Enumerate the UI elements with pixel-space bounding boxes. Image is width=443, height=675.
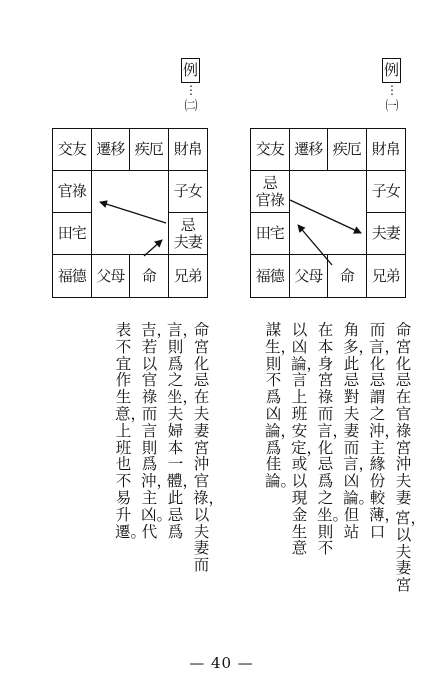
example-1-number: ㈠ (385, 99, 399, 114)
text-column: 以凶論，言上班安定，或以現金生意 (291, 321, 323, 558)
zuo-arrow (144, 240, 162, 256)
palace-label: 福德 (57, 266, 86, 285)
palace-label: 交友 (255, 140, 284, 158)
text-column: 命宮化忌在官祿宮沖夫妻 (395, 321, 412, 507)
palace-label: 田宅 (57, 224, 86, 242)
palace-label: 命 (339, 266, 354, 285)
palace-label: 兄弟 (173, 266, 202, 285)
palace-label: 子女 (371, 182, 400, 200)
text-column: 表不宜作生意，上班也不易升遷。 (115, 321, 147, 541)
text-column: 宮，以夫妻宮 (395, 509, 427, 595)
example-1-dots: ⋮ (386, 83, 398, 97)
example-2-label: 例 (181, 58, 200, 83)
palace-label: 疾厄 (134, 140, 163, 158)
palace-label: 交友 (57, 140, 86, 158)
text-column: 而言，化忌謂之沖，主緣份較薄，口 (369, 321, 401, 541)
palace-label: 財帛 (371, 140, 400, 158)
palace-label: 父母 (294, 266, 323, 285)
text-column: 吉，若以官祿而言則爲沖，主凶。代 (141, 321, 173, 541)
palace-label: 官祿 (255, 190, 284, 209)
text-column: 角多，此忌對夫妻而言，凶論。但站 (343, 321, 375, 541)
palace-label: 疾厄 (332, 140, 361, 158)
palace-label: 遷移 (96, 140, 125, 158)
ji-mark: 忌 (262, 173, 277, 192)
example-2-number: ㈡ (184, 99, 198, 114)
palace-label: 夫妻 (371, 224, 400, 242)
text-column: 在本身宮祿而言，化忌爲之坐。則不 (317, 321, 349, 558)
palace-label: 財帛 (173, 140, 202, 158)
page-number: — 40 — (189, 654, 254, 672)
palace-label: 夫妻 (173, 232, 202, 251)
palace-label: 田宅 (255, 224, 284, 242)
palace-label: 兄弟 (371, 266, 400, 285)
palace-label: 福德 (255, 266, 284, 285)
palace-label: 命 (141, 266, 156, 285)
palace-label: 遷移 (294, 140, 323, 158)
example-2-dots: ⋮ (185, 83, 197, 97)
chong-arrow (100, 202, 166, 223)
text-column: 謀生，則不爲凶論，爲佳論。 (265, 321, 297, 491)
text-column: 命宮化忌在夫妻宮沖官祿，以夫妻而 (193, 321, 225, 575)
palace-label: 父母 (96, 266, 125, 285)
text-column: 言，則爲之坐，夫婦本一體，此忌爲 (167, 321, 199, 541)
palace-label: 子女 (173, 182, 202, 200)
ji-mark: 忌 (180, 215, 195, 234)
palace-label: 官祿 (57, 182, 86, 200)
example-1-label: 例 (382, 58, 401, 83)
